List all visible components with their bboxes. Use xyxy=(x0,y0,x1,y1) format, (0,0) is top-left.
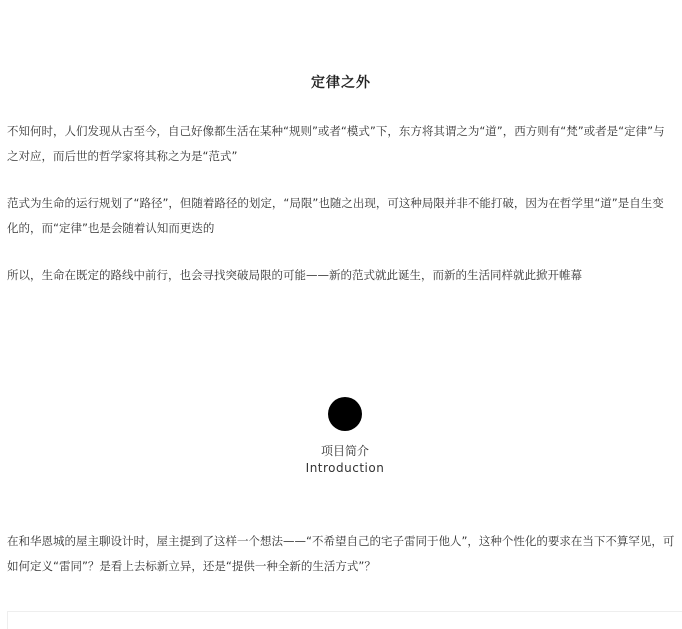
section-title-cn: 项目简介 xyxy=(320,444,369,458)
black-circle-icon xyxy=(328,397,362,431)
article-title: 定律之外 xyxy=(311,75,371,91)
intro-paragraph-3: 所以，生命在既定的路线中前行，也会寻找突破局限的可能——新的范式就此诞生，而新的生活同样就此掀开帷幕 xyxy=(7,268,582,282)
intro-paragraph-1: 不知何时，人们发现从古至今，自己好像都生活在某种“规则”或者“模式”下，东方将其谓之为“道”，西方则有“梵”或者是“定律”与之对应，而后世的哲学家将其称之为是“范式” xyxy=(7,124,665,163)
section-title-en: Introduction xyxy=(305,461,385,475)
intro-paragraph-2: 范式为生命的运行规划了“路径”，但随着路径的划定，“局限”也随之出现，可这种局限并非不能打破，因为在哲学里“道”是自生变化的，而“定律”也是会随着认知而更迭的 xyxy=(7,196,664,235)
next-content-block xyxy=(7,611,682,629)
section-paragraph: 在和华恩城的屋主聊设计时，屋主提到了这样一个想法——“不希望自己的宅子雷同于他人”，这种个性化的要求在当下不算罕见，可如何定义“雷同”？是看上去标新立异，还是“提供一种全新的生活方式”？ xyxy=(7,534,675,573)
